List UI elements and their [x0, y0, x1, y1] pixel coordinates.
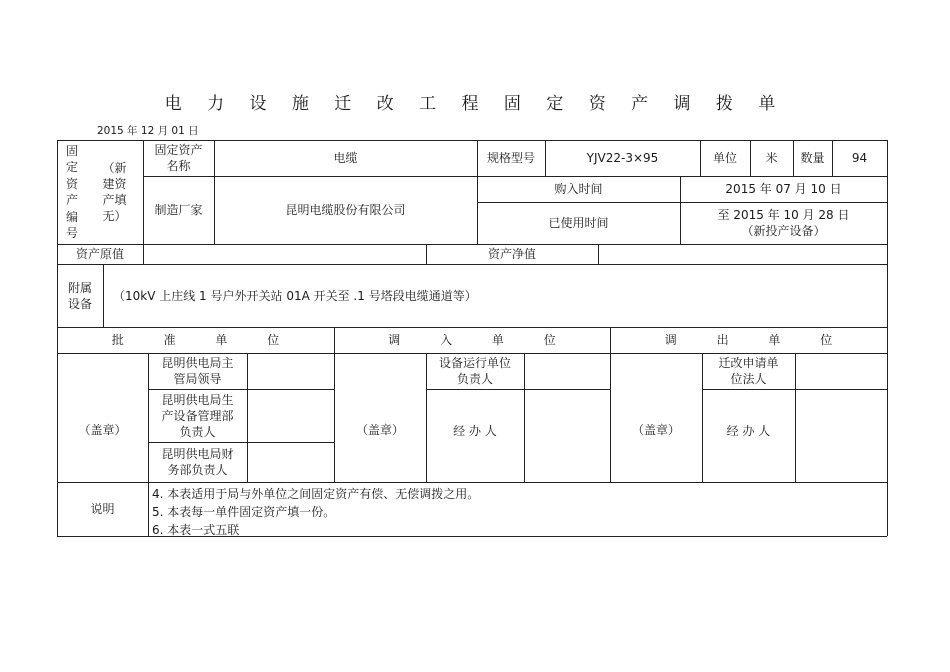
- transferring-handler-label: 经 办 人: [726, 423, 771, 438]
- receiving-handler-label: 经 办 人: [453, 423, 497, 438]
- attached-equipment-value: （10kV 上庄线 1 号户外开关站 01A 开关至 .1 号塔段电缆通道等）: [113, 288, 477, 303]
- table-line: [887, 140, 888, 536]
- bureau-leader-label: 昆明供电局主 管局领导: [161, 356, 234, 386]
- manufacturer-value: 昆明电缆股份有限公司: [285, 203, 406, 217]
- unit-label: 单位: [712, 151, 737, 165]
- operating-unit-head-label: 设备运行单位 负责人: [438, 356, 511, 386]
- unit-value: 米: [765, 151, 778, 165]
- new-asset-note: （新 建资 产填 无）: [102, 161, 127, 223]
- receiving-unit-seal: （盖章）: [355, 422, 404, 437]
- applicant-legal-rep-label: 迁改申请单 位法人: [718, 356, 779, 386]
- notes-list: [152, 485, 479, 539]
- page-title: 电 力 设 施 迁 改 工 程 固 定 资 产 调 拨 单: [164, 94, 786, 114]
- attached-equipment-label: 附属 设备: [67, 280, 92, 311]
- purchase-time-value: 2015 年 07 月 10 日: [725, 182, 842, 196]
- approving-unit-header: 批 准 单 位: [111, 333, 280, 347]
- document-date: 2015 年 12 月 01 日: [97, 125, 199, 137]
- asset-name-value: 电缆: [333, 151, 358, 165]
- note-item: 5. 本表每一单件固定资产填一份。: [152, 505, 336, 519]
- asset-number-label: 固 定 资 产 编 号: [65, 143, 78, 240]
- quantity-value: 94: [851, 151, 868, 165]
- approving-unit-seal: （盖章）: [78, 422, 127, 437]
- used-time-value: 至 2015 年 10 月 28 日 （新投产设备）: [717, 208, 850, 238]
- transferring-unit-header: 调 出 单 位: [664, 333, 833, 347]
- finance-dept-head-label: 昆明供电局财 务部负责人: [161, 447, 234, 477]
- purchase-time-label: 购入时间: [554, 182, 603, 196]
- table-line: [524, 353, 525, 482]
- table-line: [247, 353, 248, 482]
- receiving-unit-header: 调 入 单 位: [388, 333, 556, 347]
- spec-value: YJV22-3×95: [586, 151, 659, 165]
- notes-label: 说明: [90, 502, 115, 516]
- transferring-unit-seal: （盖章）: [631, 422, 680, 437]
- note-item: 6. 本表一式五联: [152, 523, 240, 537]
- table-line: [795, 353, 796, 482]
- asset-name-label: 固定资产 名称: [154, 143, 203, 173]
- note-item: 4. 本表适用于局与外单位之间固定资产有偿、无偿调拨之用。: [152, 487, 480, 501]
- used-time-label: 已使用时间: [548, 216, 609, 230]
- table-line: [57, 482, 887, 483]
- quantity-label: 数量: [800, 151, 825, 165]
- table-line: [143, 244, 144, 264]
- manufacturer-label: 制造厂家: [154, 203, 203, 217]
- table-line: [598, 244, 599, 264]
- net-value-label: 资产净值: [487, 247, 536, 261]
- equipment-dept-head-label: 昆明供电局生 产设备管理部 负责人: [161, 392, 234, 439]
- spec-label: 规格型号: [486, 151, 535, 165]
- table-line: [103, 264, 104, 327]
- original-value-label: 资产原值: [75, 247, 124, 261]
